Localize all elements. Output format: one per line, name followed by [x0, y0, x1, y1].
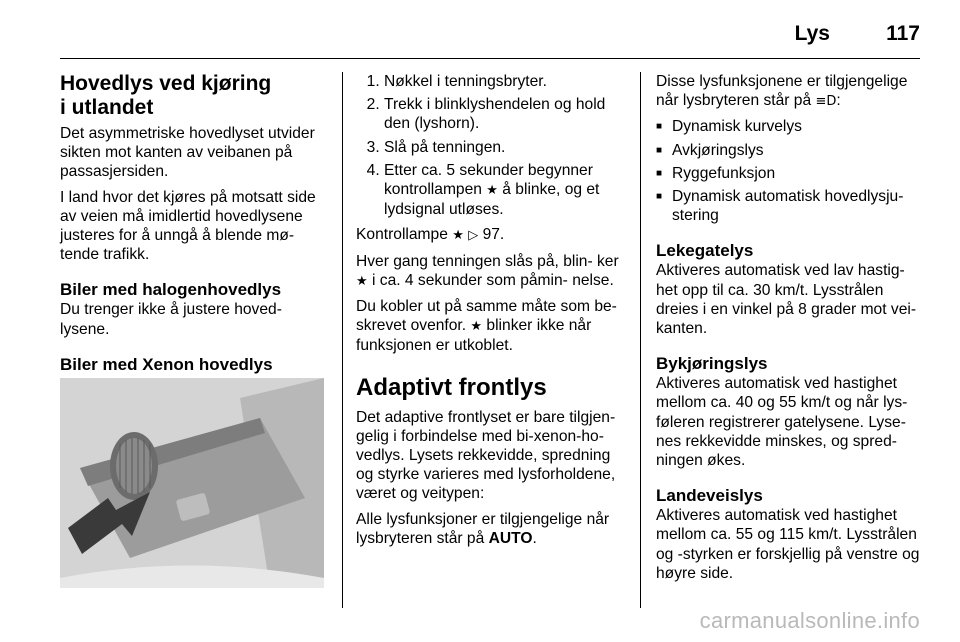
heading-bykjoringslys: Bykjøringslys [656, 354, 768, 374]
paragraph-bykjoringslys: Aktiveres automatisk ved hastighet mellom ca. 40 og 55 km/t og når lys- føleren registrerer gatelysene. Lyse- nes rekkevidde minskes, og spred- ningen økes. [656, 375, 908, 470]
stalk-illustration-svg [60, 378, 324, 588]
list-item: 1. Nøkkel i tenningsbryter. [384, 72, 626, 91]
paragraph-disse: Disse lysfunksjonene er tilgjengelige når lysbryteren står på ≡D: [656, 72, 926, 111]
paragraph-kobler-ut: Du kobler ut på samme måte som be- skrevet ovenfor. ★ blinker ikke når funksjonen er utkoblet. [356, 298, 617, 355]
headlight-indicator-icon: ★ [356, 273, 368, 289]
steps-list [356, 72, 626, 219]
paragraph-adaptive: Det adaptive frontlyset er bare tilgjen- gelig i forbindelse med bi-xenon-ho- vedlys. Lysets rekkevidde, spredning og styrke varieres med lysforholdene, været og veitypen: [356, 408, 616, 503]
headlight-indicator-icon: ★ [470, 319, 483, 335]
list-item: 4. Etter ca. 5 sekunder begynner kontrollampen ★ å blinke, og et lydsignal utløses. [384, 161, 626, 220]
list-item: ■ Ryggefunksjon [672, 164, 926, 183]
headlight-indicator-icon: ★ [452, 228, 464, 244]
page-number: 117 [886, 22, 920, 45]
heading-adaptivt-frontlys: Adaptivt frontlys [356, 373, 547, 401]
list-item: ■ Avkjøringslys [672, 141, 926, 160]
heading-hovedlys-utlandet: Hovedlys ved kjøring i utlandet [60, 72, 272, 119]
paragraph-hver-gang: Hver gang tenningen slås på, blin- ker ★ i ca. 4 sekunder som påmin- nelse. [356, 252, 626, 291]
paragraph-landeveislys: Aktiveres automatisk ved hastighet mellom ca. 55 og 115 km/t. Lysstrålen og -styrken er forskjellig på venstre og høyre side. [656, 507, 920, 582]
paragraph-halogen: Du trenger ikke å justere hoved- lysene. [60, 301, 282, 338]
list-item: 2. Trekk i blinklyshendelen og hold den (lyshorn). [384, 95, 626, 133]
main-beam-icon: ≡D [815, 94, 837, 110]
list-item: ■ Dynamisk automatisk hovedlysju- stering [672, 187, 926, 225]
column-3 [656, 72, 926, 589]
section-title: Lys [794, 22, 830, 45]
light-functions-list [656, 117, 926, 225]
paragraph-kontrollampe: Kontrollampe ★ ▷ 97. [356, 225, 626, 245]
paragraph-land: I land hvor det kjøres på motsatt side av veien må imidlertid hovedlysene justeres for å unngå å blende mø- tende trafikk. [60, 188, 316, 264]
paragraph-asymmetric: Det asymmetriske hovedlyset utvider sikten mot kanten av veibanen på passasjersiden. [60, 125, 315, 181]
paragraph-lekegatelys: Aktiveres automatisk ved lav hastig- het opp til ca. 30 km/t. Lysstrålen dreies i en vinkel på 8 grader mot vei- kanten. [656, 262, 917, 338]
watermark: carmanualsonline.info [699, 608, 920, 633]
paragraph-alle-lysfunksjoner: Alle lysfunksjoner er tilgjengelige når lysbryteren står på AUTO. [356, 510, 610, 547]
page-reference-icon: ▷ [468, 228, 479, 244]
light-switch-illustration [60, 378, 324, 588]
list-item: 3. Slå på tenningen. [384, 138, 626, 157]
column-divider-2 [640, 72, 641, 608]
column-1 [60, 72, 328, 375]
auto-label: AUTO [488, 529, 533, 547]
column-2 [356, 72, 626, 554]
page-header [60, 18, 920, 59]
heading-lekegatelys: Lekegatelys [656, 241, 754, 261]
list-item: ■ Dynamisk kurvelys [672, 117, 926, 136]
column-divider-1 [342, 72, 343, 608]
headlight-indicator-icon: ★ [486, 183, 498, 199]
heading-landeveislys: Landeveislys [656, 486, 763, 506]
heading-xenon: Biler med Xenon hovedlys [60, 354, 273, 374]
heading-halogen: Biler med halogenhovedlys [60, 280, 282, 300]
